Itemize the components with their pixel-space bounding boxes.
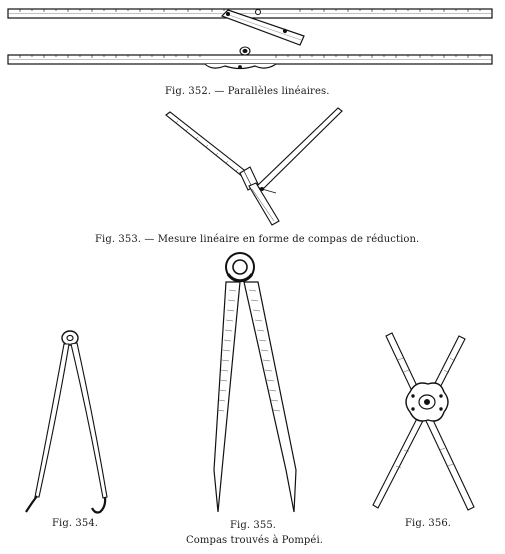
fig354-hooked-calipers-icon: [26, 331, 107, 513]
caption-fig-352: Fig. 352. — Parallèles linéaires.: [165, 86, 330, 97]
caption-fig-355: Fig. 355.: [230, 520, 277, 531]
fig352-parallel-rulers-icon: [8, 9, 492, 69]
caption-pompei: Compas trouvés à Pompéi.: [186, 535, 324, 546]
fig356-proportional-compass-icon: [373, 333, 474, 510]
caption-fig-353: Fig. 353. — Mesure linéaire en forme de compas de réduction.: [95, 234, 420, 245]
fig355-large-dividers-icon: [214, 253, 296, 512]
caption-fig-354: Fig. 354.: [52, 518, 99, 529]
fig353-reduction-compass-icon: [166, 108, 342, 225]
caption-fig-356: Fig. 356.: [405, 518, 452, 529]
